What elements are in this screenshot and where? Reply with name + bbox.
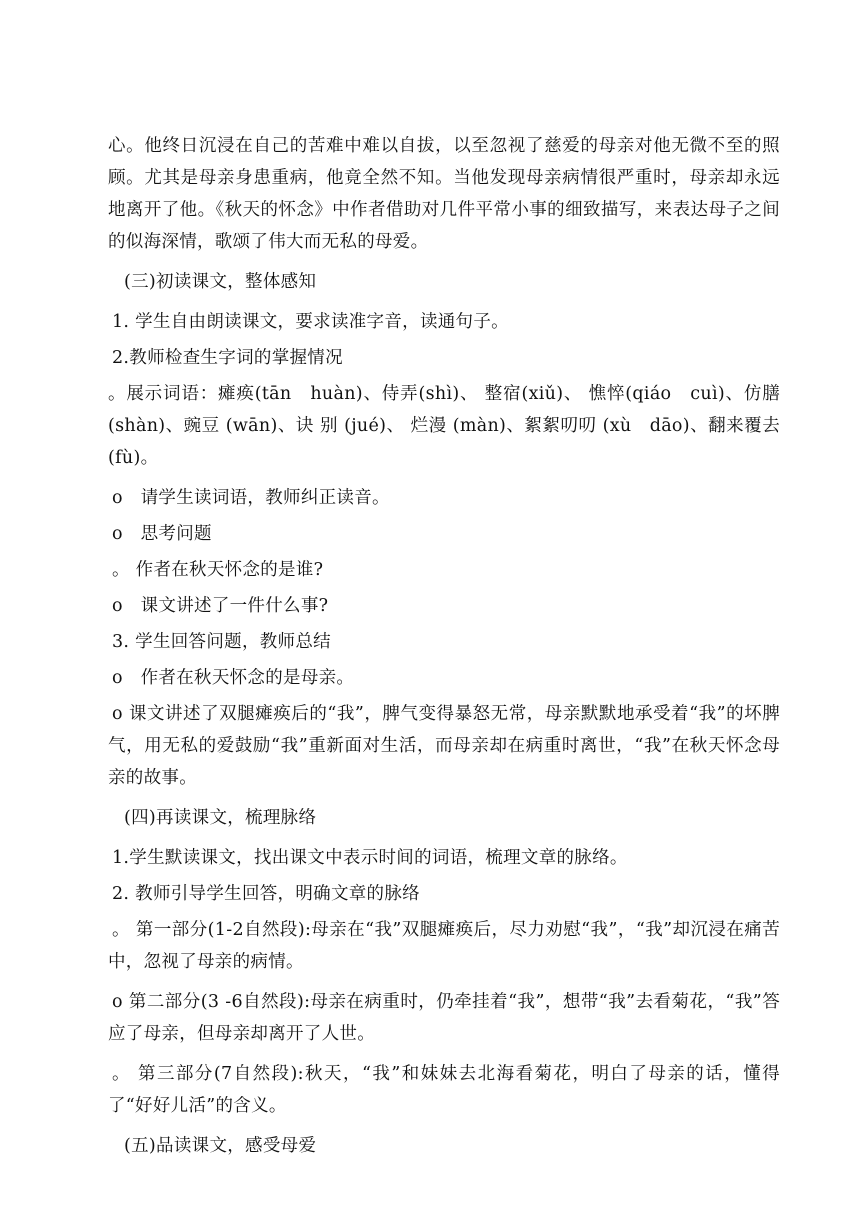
s3-question-1: 。 作者在秋天怀念的是谁?	[112, 560, 324, 580]
s3-bullet-1: o 请学生读词语，教师纠正读音。	[112, 488, 390, 508]
s4-item-2: 2. 教师引导学生回答，明确文章的脉络	[112, 884, 420, 904]
s3-bullet-2: o 思考问题	[112, 524, 212, 544]
s3-item-3: 3. 学生回答问题，教师总结	[112, 632, 331, 652]
s4-item-1: 1.学生默读课文，找出课文中表示时间的词语，梳理文章的脉络。	[112, 848, 628, 868]
s3-answer-2: o 课文讲述了双腿瘫痪后的“我”，脾气变得暴怒无常，母亲默默地承受着“我”的坏脾气，用无私的爱鼓励“我”重新面对生活，而母亲却在病重时离世，“我”在秋天怀念母亲的故事。	[108, 704, 780, 788]
document-body	[108, 130, 780, 1170]
s3-item-2: 2.教师检查生字词的掌握情况	[112, 348, 343, 368]
s4-part-2: o 第二部分(3 -6自然段):母亲在病重时，仍牵挂着“我”，想带“我”去看菊花，“我”答应了母亲，但母亲却离开了人世。	[108, 992, 780, 1044]
s4-part-3: 。 第三部分(7自然段):秋天，“我”和妹妹去北海看菊花，明白了母亲的话，懂得了“好好儿活”的含义。	[108, 1064, 780, 1116]
s3-question-2: o 课文讲述了一件什么事?	[112, 596, 329, 616]
intro-paragraph: 心。他终日沉浸在自己的苦难中难以自拔，以至忽视了慈爱的母亲对他无微不至的照顾。尤其是母亲身患重病，他竟全然不知。当他发现母亲病情很严重时，母亲却永远地离开了他。《秋天的怀念》中作者借助对几件平常小事的细致描写，来表达母子之间的似海深情，歌颂了伟大而无私的母爱。	[108, 136, 780, 252]
section-3-heading: (三)初读课文，整体感知	[124, 272, 317, 292]
s3-word-list: 。展示词语：瘫痪(tān huàn)、侍弄(shì)、 整宿(xiǔ)、 憔悴(qiáo cuì)、仿膳(shàn)、豌豆 (wān)、诀 别 (jué)、 烂漫 (màn)、絮絮叨叨 (xù dāo)、翻来覆去 (fù)。	[108, 384, 780, 468]
section-5-heading: (五)品读课文，感受母爱	[124, 1136, 317, 1156]
section-4-heading: (四)再读课文，梳理脉络	[124, 808, 317, 828]
s3-item-1: 1. 学生自由朗读课文，要求读准字音，读通句子。	[112, 312, 509, 332]
s3-answer-1: o 作者在秋天怀念的是母亲。	[112, 668, 355, 688]
s4-part-1: 。 第一部分(1-2自然段):母亲在“我”双腿瘫痪后，尽力劝慰“我”，“我”却沉浸在痛苦中，忽视了母亲的病情。	[108, 920, 780, 972]
